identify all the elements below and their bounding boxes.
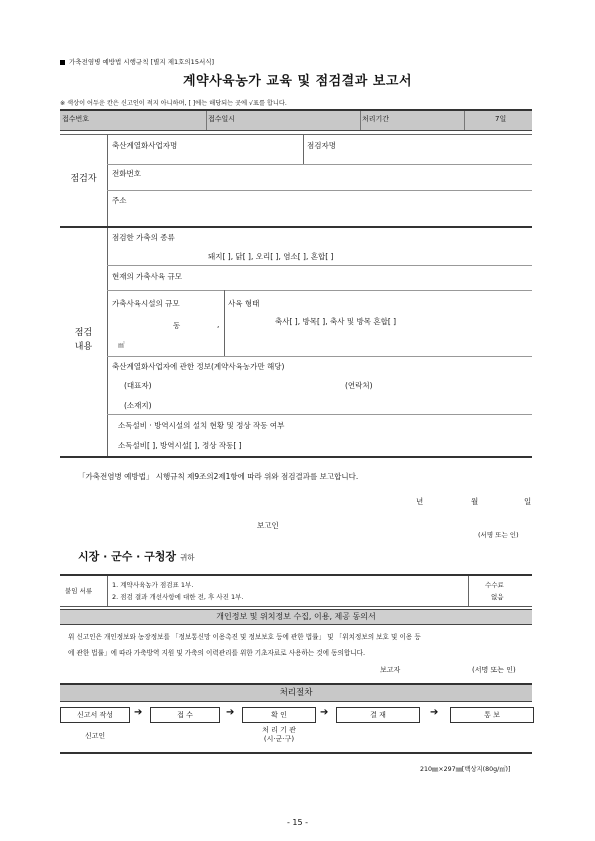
step3-actor-line1: 처 리 기 관 bbox=[262, 726, 296, 734]
declaration-text: 「가축전염병 예방법」 시행규칙 제9조의2제1항에 따라 위와 점검결과를 보고합니다. bbox=[78, 472, 359, 481]
receipt-date-label: 접수일시 bbox=[208, 115, 236, 123]
form-reference: 가축전염병 예방법 시행규칙 [별지 제1호의15서식] bbox=[60, 57, 214, 66]
processing-period-label: 처리기간 bbox=[362, 115, 390, 123]
rearing-type-label: 사육 형태 bbox=[228, 299, 260, 308]
consent-signature-label: (서명 또는 인) bbox=[472, 666, 516, 674]
attachment-item-1: 1. 계약사육농가 점검표 1부. bbox=[112, 581, 194, 589]
arrow-right-icon: ➔ bbox=[226, 707, 235, 718]
livestock-type-options[interactable]: 돼지[ ], 닭[ ], 오리[ ], 염소[ ], 혼합[ ] bbox=[208, 252, 334, 261]
facility-unit-dong: 동 bbox=[173, 321, 181, 330]
consent-text: 위 신고인은 개인정보와 농장정보를 「정보통신망 이용촉진 및 정보보호 등에 관한 법률」 및 「위치정보의 보호 및 이용 등 에 관한 법률」에 따라 가축방역 지원 및 가축의 이력관리를 위한 기초자료로 사용하는 것에 동의합니다. bbox=[68, 633, 421, 657]
arrow-right-icon: ➔ bbox=[134, 707, 143, 718]
inspector-name-label: 점검자명 bbox=[307, 141, 336, 150]
page-number: - 15 - bbox=[286, 818, 309, 827]
facility-comma: , bbox=[217, 320, 220, 329]
company-info-label: 축산계열화사업자에 관한 정보(계약사육농가만 해당) bbox=[112, 362, 285, 371]
livestock-type-label: 점검한 가축의 종류 bbox=[112, 233, 175, 242]
content-section-label: 점검 내용 bbox=[74, 328, 93, 352]
step1-actor: 신고인 bbox=[84, 732, 106, 740]
step-notify: 통 보 bbox=[450, 707, 534, 723]
step3-actor-line2: (시·군·구) bbox=[263, 735, 295, 743]
receipt-number-label: 접수번호 bbox=[62, 115, 90, 123]
consent-reporter-label: 보고자 bbox=[380, 666, 401, 674]
inspector-section-label: 점검자 bbox=[70, 174, 97, 184]
fee-label: 수수료 bbox=[485, 581, 504, 589]
disinfection-options[interactable]: 소독설비[ ], 방역시설[ ], 정상 작동[ ] bbox=[118, 441, 242, 450]
arrow-right-icon: ➔ bbox=[320, 707, 329, 718]
receipt-row bbox=[60, 111, 532, 131]
scale-label: 현재의 가축사육 규모 bbox=[112, 272, 182, 281]
address-label: 주소 bbox=[112, 196, 127, 205]
attachments-label: 붙임 서류 bbox=[65, 587, 93, 595]
document-title: 계약사육농가 교육 및 점검결과 보고서 bbox=[182, 74, 413, 89]
addressee: 시장 · 군수 · 구청장 귀하 bbox=[78, 550, 195, 563]
step-receive: 접 수 bbox=[150, 707, 220, 723]
processing-days-value: 7일 bbox=[495, 115, 507, 123]
signature-label: (서명 또는 인) bbox=[478, 531, 519, 539]
procedure-header: 처리절차 bbox=[60, 683, 532, 702]
paper-spec: 210㎜×297㎜[백상지(80g/㎡)] bbox=[420, 766, 511, 773]
location-label: (소재지) bbox=[124, 401, 152, 410]
instruction-note: ※ 색상이 어두운 칸은 신고인이 적지 아니하며, [ ]에는 해당되는 곳에 √표를 합니다. bbox=[60, 100, 287, 107]
phone-label: 전화번호 bbox=[112, 169, 141, 178]
step-write-form: 신고서 작성 bbox=[60, 707, 130, 723]
attachment-item-2: 2. 점검 결과 개선사항에 대한 전, 후 사진 1부. bbox=[112, 593, 244, 601]
arrow-right-icon: ➔ bbox=[430, 707, 439, 718]
attachments-box bbox=[60, 574, 532, 607]
rearing-type-options[interactable]: 축사[ ], 방목[ ], 축사 및 방목 혼합[ ] bbox=[275, 317, 397, 326]
date-month: 월 bbox=[471, 497, 479, 506]
disinfection-label: 소독설비 · 방역시설의 설치 현황 및 정상 작동 여부 bbox=[118, 421, 285, 430]
step-confirm: 확 인 bbox=[242, 707, 316, 723]
business-name-label: 축산계열화사업자명 bbox=[112, 141, 178, 150]
facility-scale-label: 가축사육시설의 규모 bbox=[112, 299, 180, 308]
facility-unit-m2: ㎡ bbox=[118, 341, 125, 349]
contact-label: (연락처) bbox=[345, 381, 373, 390]
representative-label: (대표자) bbox=[124, 381, 152, 390]
fee-value: 없음 bbox=[491, 593, 504, 601]
date-day: 일 bbox=[524, 497, 532, 506]
square-bullet-icon bbox=[60, 60, 65, 65]
step-approve: 결 재 bbox=[336, 707, 420, 723]
date-year: 년 bbox=[416, 497, 424, 506]
consent-header: 개인정보 및 위치정보 수집, 이용, 제공 동의서 bbox=[60, 609, 532, 625]
reporter-label: 보고인 bbox=[257, 521, 279, 530]
